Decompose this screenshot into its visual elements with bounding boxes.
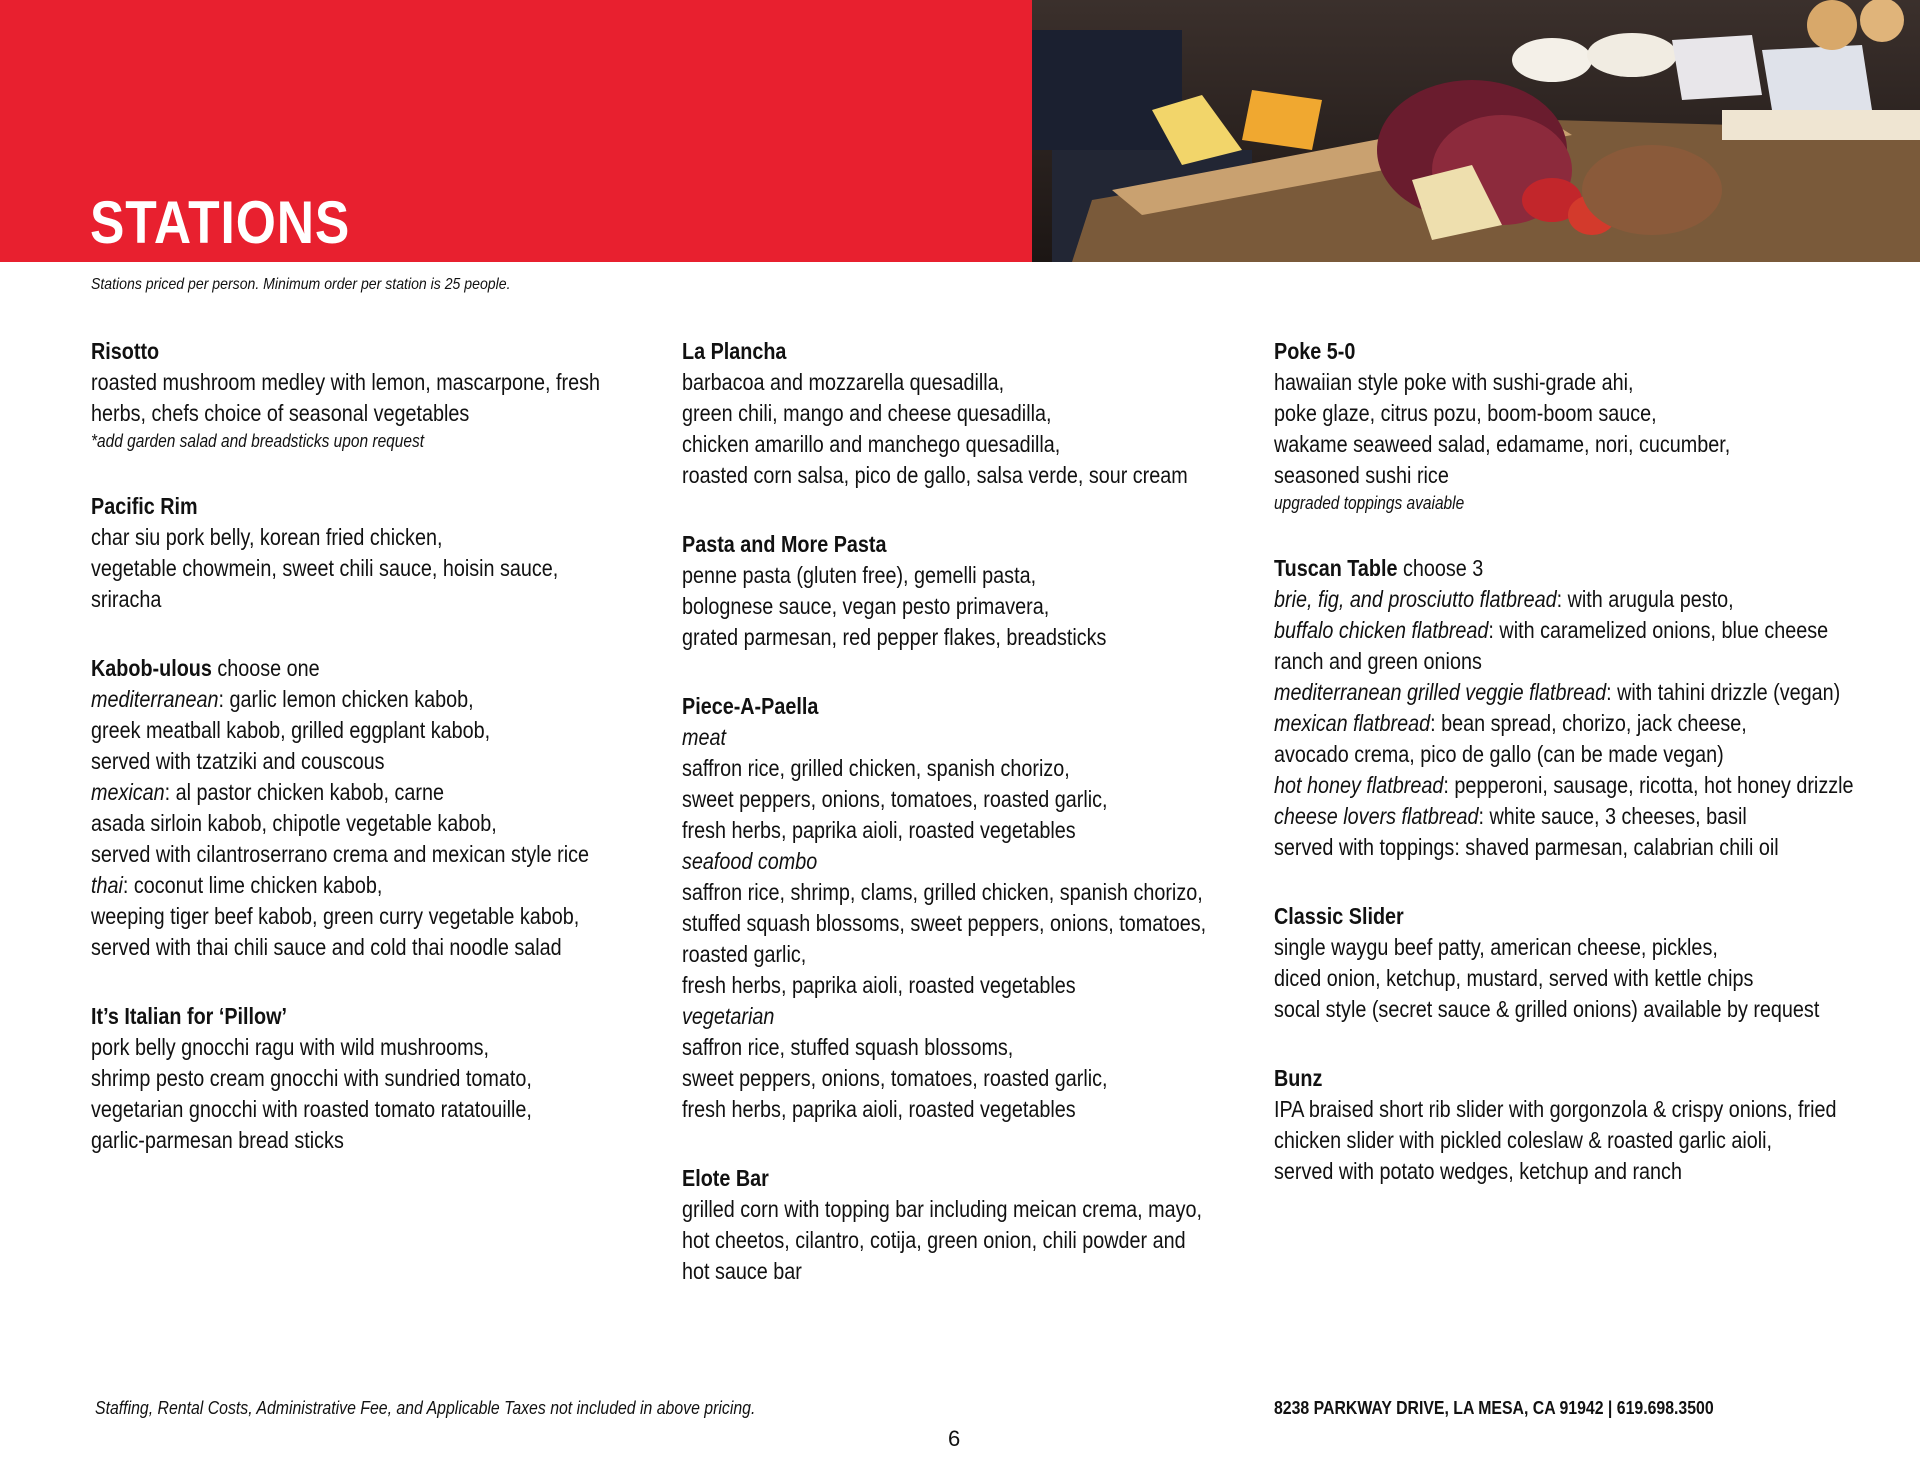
station-item-line (682, 753, 1232, 784)
item-text: chicken amarillo and manchego quesadilla, (682, 431, 1061, 457)
station-item-line (682, 622, 1232, 653)
station-item-line (1274, 398, 1824, 429)
station-item-line (682, 1063, 1232, 1094)
item-text: : pepperoni, sausage, ricotta, hot honey drizzle (1443, 772, 1854, 798)
station-heading (91, 491, 641, 522)
station-name: Bunz (1274, 1065, 1323, 1091)
item-text: penne pasta (gluten free), gemelli pasta, (682, 562, 1037, 588)
station-block (91, 491, 641, 615)
station-item-line (682, 877, 1232, 908)
station-item-line (91, 684, 641, 715)
station-item-line (91, 715, 641, 746)
station-item-line (682, 1194, 1232, 1225)
item-text: meat (682, 724, 726, 750)
station-heading (682, 1163, 1232, 1194)
station-item-line (682, 1256, 1232, 1287)
station-item-line (1274, 677, 1841, 708)
station-name: Elote Bar (682, 1165, 769, 1191)
station-subheading (682, 846, 1232, 877)
station-block (682, 691, 1232, 1125)
item-text: served with thai chili sauce and cold thai noodle salad (91, 934, 562, 960)
station-item-line (1274, 1125, 1824, 1156)
item-text: IPA braised short rib slider with gorgonzola & crispy onions, fried (1274, 1096, 1837, 1122)
footer-address: 8238 PARKWAY DRIVE, LA MESA, CA 91942 | 619.698.3500 (1274, 1398, 1714, 1418)
station-name: Risotto (91, 338, 160, 364)
station-block (1274, 336, 1824, 515)
station-item-line (1274, 770, 1854, 801)
item-text: char siu pork belly, korean fried chicken, (91, 524, 443, 550)
item-text: hot sauce bar (682, 1258, 802, 1284)
footer-note: Staffing, Rental Costs, Administrative Fee, and Applicable Taxes not included in above pricing. (95, 1398, 756, 1418)
station-item-line (91, 901, 641, 932)
menu-column-3 (1274, 336, 1914, 1225)
station-name: Pacific Rim (91, 493, 198, 519)
station-item-line (682, 815, 1232, 846)
station-item-line (1274, 615, 1829, 646)
station-item-line (1274, 801, 1824, 832)
item-text: avocado crema, pico de gallo (can be made vegan) (1274, 741, 1724, 767)
item-text: : white sauce, 3 cheeses, basil (1478, 803, 1747, 829)
menu-column-1 (91, 336, 731, 1194)
station-item-line (91, 1032, 641, 1063)
station-name: Classic Slider (1274, 903, 1404, 929)
station-item-line (682, 784, 1232, 815)
item-text: : with tahini drizzle (vegan) (1606, 679, 1841, 705)
item-text: single waygu beef patty, american cheese, pickles, (1274, 934, 1718, 960)
item-text: sweet peppers, onions, tomatoes, roasted garlic, (682, 1065, 1108, 1091)
item-text: chicken slider with pickled coleslaw & roasted garlic aioli, (1274, 1127, 1773, 1153)
item-text: : with caramelized onions, blue cheese (1488, 617, 1829, 643)
item-text: shrimp pesto cream gnocchi with sundried tomato, (91, 1065, 532, 1091)
station-name: It’s Italian for ‘Pillow’ (91, 1003, 287, 1029)
item-text: roasted mushroom medley with lemon, mascarpone, fresh (91, 369, 601, 395)
item-text: served with toppings: shaved parmesan, calabrian chili oil (1274, 834, 1779, 860)
station-block (91, 336, 641, 453)
station-item-line (91, 839, 641, 870)
item-text: diced onion, ketchup, mustard, served with kettle chips (1274, 965, 1754, 991)
station-heading (1274, 553, 1824, 584)
station-item-line (1274, 1156, 1824, 1187)
item-text: sriracha (91, 586, 162, 612)
item-text: sweet peppers, onions, tomatoes, roasted garlic, (682, 786, 1108, 812)
item-variant-label: buffalo chicken flatbread (1274, 617, 1489, 643)
station-heading (682, 691, 1232, 722)
item-variant-label: mexican flatbread (1274, 710, 1431, 736)
station-item-line (1274, 708, 1824, 739)
station-item-line (1274, 932, 1824, 963)
station-name: Pasta and More Pasta (682, 531, 887, 557)
item-text: served with cilantroserrano crema and mexican style rice (91, 841, 590, 867)
menu-column-2 (682, 336, 1322, 1325)
item-variant-label: hot honey flatbread (1274, 772, 1444, 798)
item-text: saffron rice, stuffed squash blossoms, (682, 1034, 1014, 1060)
station-block (91, 1001, 641, 1156)
item-text: served with tzatziki and couscous (91, 748, 385, 774)
station-heading (91, 653, 641, 684)
station-item-line (91, 367, 641, 398)
station-item-line (91, 1094, 641, 1125)
item-text: served with potato wedges, ketchup and ranch (1274, 1158, 1682, 1184)
item-text: fresh herbs, paprika aioli, roasted vegetables (682, 817, 1076, 843)
station-item-line (1274, 367, 1824, 398)
station-block (1274, 553, 1854, 863)
station-heading (1274, 1063, 1824, 1094)
station-item-line (91, 1063, 641, 1094)
item-text: socal style (secret sauce & grilled onions) available by request (1274, 996, 1820, 1022)
station-block (1274, 1063, 1837, 1187)
station-item-line (91, 584, 641, 615)
station-note: upgraded toppings avaiable (1274, 493, 1465, 513)
station-item-line (1274, 994, 1824, 1025)
item-text: stuffed squash blossoms, sweet peppers, onions, tomatoes, (682, 910, 1207, 936)
item-text: vegetarian (682, 1003, 775, 1029)
station-item-line (91, 1125, 641, 1156)
station-block (682, 336, 1232, 491)
item-text: roasted corn salsa, pico de gallo, salsa verde, sour cream (682, 462, 1188, 488)
item-text: : al pastor chicken kabob, carne (164, 779, 444, 805)
station-item-line (682, 560, 1232, 591)
station-heading (1274, 336, 1824, 367)
station-item-line (1274, 429, 1824, 460)
item-text: poke glaze, citrus pozu, boom-boom sauce, (1274, 400, 1657, 426)
station-name: Kabob-ulous (91, 655, 212, 681)
station-item-line (91, 553, 641, 584)
station-item-line (682, 970, 1232, 1001)
station-block (91, 653, 641, 963)
station-subheading (682, 1001, 1232, 1032)
station-item-line (682, 460, 1232, 491)
station-name: Poke 5-0 (1274, 338, 1356, 364)
item-text: fresh herbs, paprika aioli, roasted vegetables (682, 972, 1076, 998)
intro-note: Stations priced per person. Minimum order per station is 25 people. (91, 276, 511, 293)
item-text: hot cheetos, cilantro, cotija, green onion, chili powder and (682, 1227, 1186, 1253)
station-item-line (682, 939, 1232, 970)
station-item-line (1274, 1094, 1837, 1125)
item-text: vegetarian gnocchi with roasted tomato ratatouille, (91, 1096, 532, 1122)
station-item-line (91, 870, 641, 901)
station-item-line (1274, 646, 1824, 677)
station-item-line (1274, 460, 1824, 491)
station-block (682, 529, 1232, 653)
station-block (682, 1163, 1232, 1287)
station-item-line (682, 1225, 1232, 1256)
station-item-line (91, 777, 641, 808)
station-item-line (682, 429, 1232, 460)
catering-photo (1032, 0, 1920, 262)
station-choice-note: choose one (211, 655, 320, 681)
station-name: Piece-A-Paella (682, 693, 819, 719)
station-choice-note: choose 3 (1397, 555, 1484, 581)
station-item-line (1274, 739, 1824, 770)
station-item-line (1274, 584, 1824, 615)
item-variant-label: mediterranean (91, 686, 219, 712)
page-title: STATIONS (90, 189, 351, 256)
item-text: : with arugula pesto, (1556, 586, 1734, 612)
item-text: : bean spread, chorizo, jack cheese, (1430, 710, 1747, 736)
station-item-line (91, 398, 641, 429)
item-variant-label: cheese lovers flatbread (1274, 803, 1479, 829)
item-text: ranch and green onions (1274, 648, 1482, 674)
station-heading (1274, 901, 1824, 932)
station-heading (91, 336, 641, 367)
item-text: roasted garlic, (682, 941, 807, 967)
station-heading (682, 336, 1232, 367)
item-text: wakame seaweed salad, edamame, nori, cucumber, (1274, 431, 1731, 457)
station-item-line (1274, 832, 1824, 863)
station-item-line (91, 522, 641, 553)
station-note: *add garden salad and breadsticks upon request (91, 431, 425, 451)
station-item-line (682, 908, 1232, 939)
item-variant-label: brie, fig, and prosciutto flatbread (1274, 586, 1557, 612)
item-text: garlic-parmesan bread sticks (91, 1127, 344, 1153)
item-text: : coconut lime chicken kabob, (122, 872, 383, 898)
item-text: green chili, mango and cheese quesadilla, (682, 400, 1052, 426)
item-variant-label: mexican (91, 779, 165, 805)
station-name: La Plancha (682, 338, 787, 364)
station-name: Tuscan Table (1274, 555, 1398, 581)
station-item-line (682, 1032, 1232, 1063)
item-text: pork belly gnocchi ragu with wild mushrooms, (91, 1034, 489, 1060)
item-text: asada sirloin kabob, chipotle vegetable kabob, (91, 810, 497, 836)
item-text: greek meatball kabob, grilled eggplant kabob, (91, 717, 491, 743)
item-text: barbacoa and mozzarella quesadilla, (682, 369, 1005, 395)
station-item-line (91, 746, 641, 777)
station-item-line (682, 398, 1232, 429)
item-text: saffron rice, grilled chicken, spanish chorizo, (682, 755, 1070, 781)
station-item-line (682, 591, 1232, 622)
station-subheading (682, 722, 1232, 753)
item-text: grilled corn with topping bar including meican crema, mayo, (682, 1196, 1203, 1222)
item-text: : garlic lemon chicken kabob, (218, 686, 474, 712)
station-item-line (682, 1094, 1232, 1125)
item-text: vegetable chowmein, sweet chili sauce, hoisin sauce, (91, 555, 559, 581)
item-variant-label: mediterranean grilled veggie flatbread (1274, 679, 1607, 705)
station-item-line (91, 808, 641, 839)
item-text: weeping tiger beef kabob, green curry vegetable kabob, (91, 903, 580, 929)
item-text: hawaiian style poke with sushi-grade ahi, (1274, 369, 1634, 395)
item-text: herbs, chefs choice of seasonal vegetables (91, 400, 470, 426)
item-text: grated parmesan, red pepper flakes, breadsticks (682, 624, 1107, 650)
item-text: seafood combo (682, 848, 818, 874)
station-block (1274, 901, 1824, 1025)
station-item-line (91, 932, 641, 963)
station-heading (682, 529, 1232, 560)
page-number: 6 (948, 1426, 961, 1451)
item-text: saffron rice, shrimp, clams, grilled chicken, spanish chorizo, (682, 879, 1203, 905)
item-text: bolognese sauce, vegan pesto primavera, (682, 593, 1050, 619)
station-item-line (682, 367, 1232, 398)
item-variant-label: thai (91, 872, 123, 898)
station-item-line (1274, 963, 1824, 994)
item-text: seasoned sushi rice (1274, 462, 1449, 488)
station-heading (91, 1001, 641, 1032)
item-text: fresh herbs, paprika aioli, roasted vegetables (682, 1096, 1076, 1122)
